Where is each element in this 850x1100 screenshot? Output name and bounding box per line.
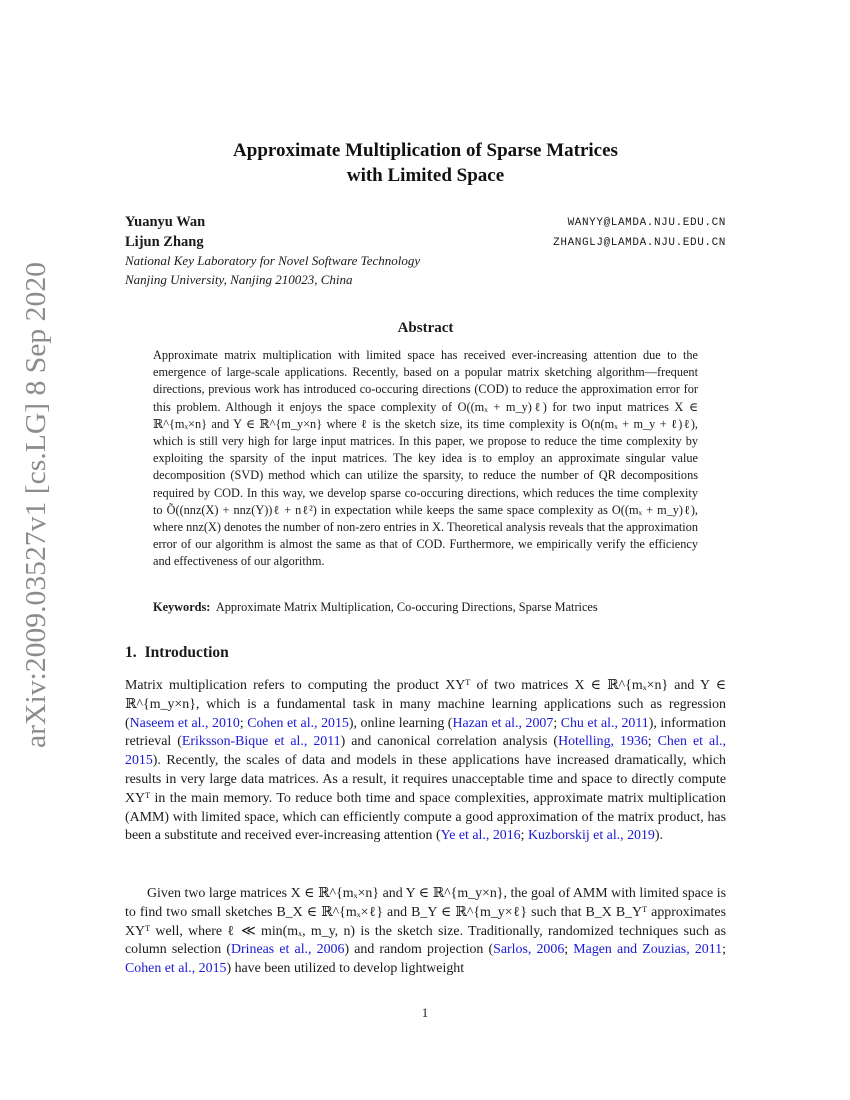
text-run: Given two large matrices X ∈ ℝ^{mₓ×n} and Y ∈ ℝ^{m_y×n}, the goal of AMM with limited space is to find two small sketches B_X ∈ ℝ^{mₓ×ℓ} and B_Y ∈ ℝ^{m_y×ℓ} such that B_X B_Yᵀ approximates XYᵀ well, where ℓ ≪ min(mₓ, m_y, n) is the sketch size. Traditionally, randomized techniques such as column selection ( <box>125 886 726 958</box>
text-run: ; <box>239 715 248 731</box>
text-run: ; <box>647 734 658 750</box>
title-line-2: with Limited Space <box>346 165 505 186</box>
text-run: ), online learning ( <box>348 715 453 731</box>
text-run: ) have been utilized to develop lightweight <box>226 961 465 977</box>
text-run: ) and canonical correlation analysis ( <box>340 734 559 750</box>
keywords <box>153 599 713 616</box>
text-run: ; <box>520 828 528 844</box>
section-heading <box>125 644 229 662</box>
citation-link[interactable]: Magen and Zouzias, 2011 <box>573 942 723 958</box>
intro-paragraph-2 <box>125 885 726 979</box>
author-2 <box>125 233 726 251</box>
text-run: ). Recently, the scales of data and models in these applications have increased dramatically, which results in very large data matrices. As a result, it requires unacceptable time and space to directly compute XYᵀ in the main memory. To reduce both time and space complexities, approximate matrix multiplication (AMM) with limited space, which can efficiently compute a good approximation of the matrix product, has been a substitute and received ever-increasing attention ( <box>125 753 726 844</box>
text-run: ; <box>722 942 726 958</box>
author-name: Lijun Zhang <box>125 234 204 250</box>
arxiv-stamp <box>12 262 56 748</box>
paper-title <box>125 138 726 188</box>
citation-link[interactable]: Sarlos, 2006 <box>493 942 565 958</box>
intro-paragraph-1 <box>125 677 726 846</box>
citation-link[interactable]: Eriksson-Bique et al., 2011 <box>181 734 341 750</box>
page-number: 1 <box>421 1005 429 1020</box>
citation-link[interactable]: Drineas et al., 2006 <box>230 942 345 958</box>
arxiv-stamp-text: arXiv:2009.03527v1 [cs.LG] 8 Sep 2020 <box>21 280 52 748</box>
text-run: ; <box>564 942 574 958</box>
citation-link[interactable]: Cohen et al., 2015 <box>125 961 227 977</box>
affiliation-line-2: Nanjing University, Nanjing 210023, China <box>125 272 353 287</box>
citation-link[interactable]: Kuzborskij et al., 2019 <box>527 828 655 844</box>
text-run: ; <box>553 715 561 731</box>
citation-link[interactable]: Chu et al., 2011 <box>560 715 649 731</box>
text-run: ). <box>654 828 663 844</box>
citation-link[interactable]: Chen et al., 2015 <box>125 734 726 769</box>
section-number: 1. <box>125 644 137 661</box>
author-email[interactable]: WANYY@LAMDA.NJU.EDU.CN <box>567 217 726 229</box>
title-line-1: Approximate Multiplication of Sparse Matrices <box>233 140 618 161</box>
abstract-body: Approximate matrix multiplication with limited space has received ever-increasing attention due to the emergence of large-scale applications. Recently, based on a popular matrix sketching algorithm—frequent directions, previous work has introduced co-occuring directions (COD) to reduce the approximation error for this problem. Although it enjoys the space complexity of O((mₓ + m_y)ℓ) for two input matrices X ∈ ℝ^{mₓ×n} and Y ∈ ℝ^{m_y×n} where ℓ is the sketch size, its time complexity is O(n(mₓ + m_y + ℓ)ℓ), which is still very high for large input matrices. In this paper, we propose to reduce the time complexity by exploiting the sparsity of the input matrices. The key idea is to employ an approximate singular value decomposition (SVD) method which can utilize the sparsity, to reduce the number of QR decompositions required by COD. In this way, we develop sparse co-occuring directions, which reduces the time complexity to Õ((nnz(X) + nnz(Y))ℓ + nℓ²) in expectation while keeps the same space complexity as O((mₓ + m_y)ℓ), where nnz(X) denotes the number of non-zero entries in X. Theoretical analysis reveals that the approximation error of our algorithm is almost the same as that of COD. Furthermore, we empirically verify the efficiency and effectiveness of our algorithm. <box>153 348 698 569</box>
text-run: Matrix multiplication refers to computing the product XYᵀ of two matrices X ∈ ℝ^{mₓ×n} and Y ∈ ℝ^{m_y×n}, which is a fundamental task in many machine learning applications such as regression ( <box>125 678 726 731</box>
citation-link[interactable]: Ye et al., 2016 <box>440 828 521 844</box>
text-run: ), information retrieval ( <box>125 715 726 750</box>
citation-link[interactable]: Hotelling, 1936 <box>558 734 648 750</box>
author-name: Yuanyu Wan <box>125 214 206 230</box>
abstract-heading: Abstract <box>397 320 454 336</box>
section-title: Introduction <box>144 644 229 661</box>
author-1 <box>125 213 726 231</box>
text-run: ) and random projection ( <box>344 942 494 958</box>
citation-link[interactable]: Hazan et al., 2007 <box>452 715 554 731</box>
affiliation-line-1: National Key Laboratory for Novel Software Technology <box>125 253 421 268</box>
citation-link[interactable]: Naseem et al., 2010 <box>129 715 240 731</box>
keywords-text: Approximate Matrix Multiplication, Co-occuring Directions, Sparse Matrices <box>215 600 598 614</box>
keywords-label: Keywords: <box>153 600 211 614</box>
citation-link[interactable]: Cohen et al., 2015 <box>247 715 349 731</box>
author-email[interactable]: ZHANGLJ@LAMDA.NJU.EDU.CN <box>553 237 726 249</box>
